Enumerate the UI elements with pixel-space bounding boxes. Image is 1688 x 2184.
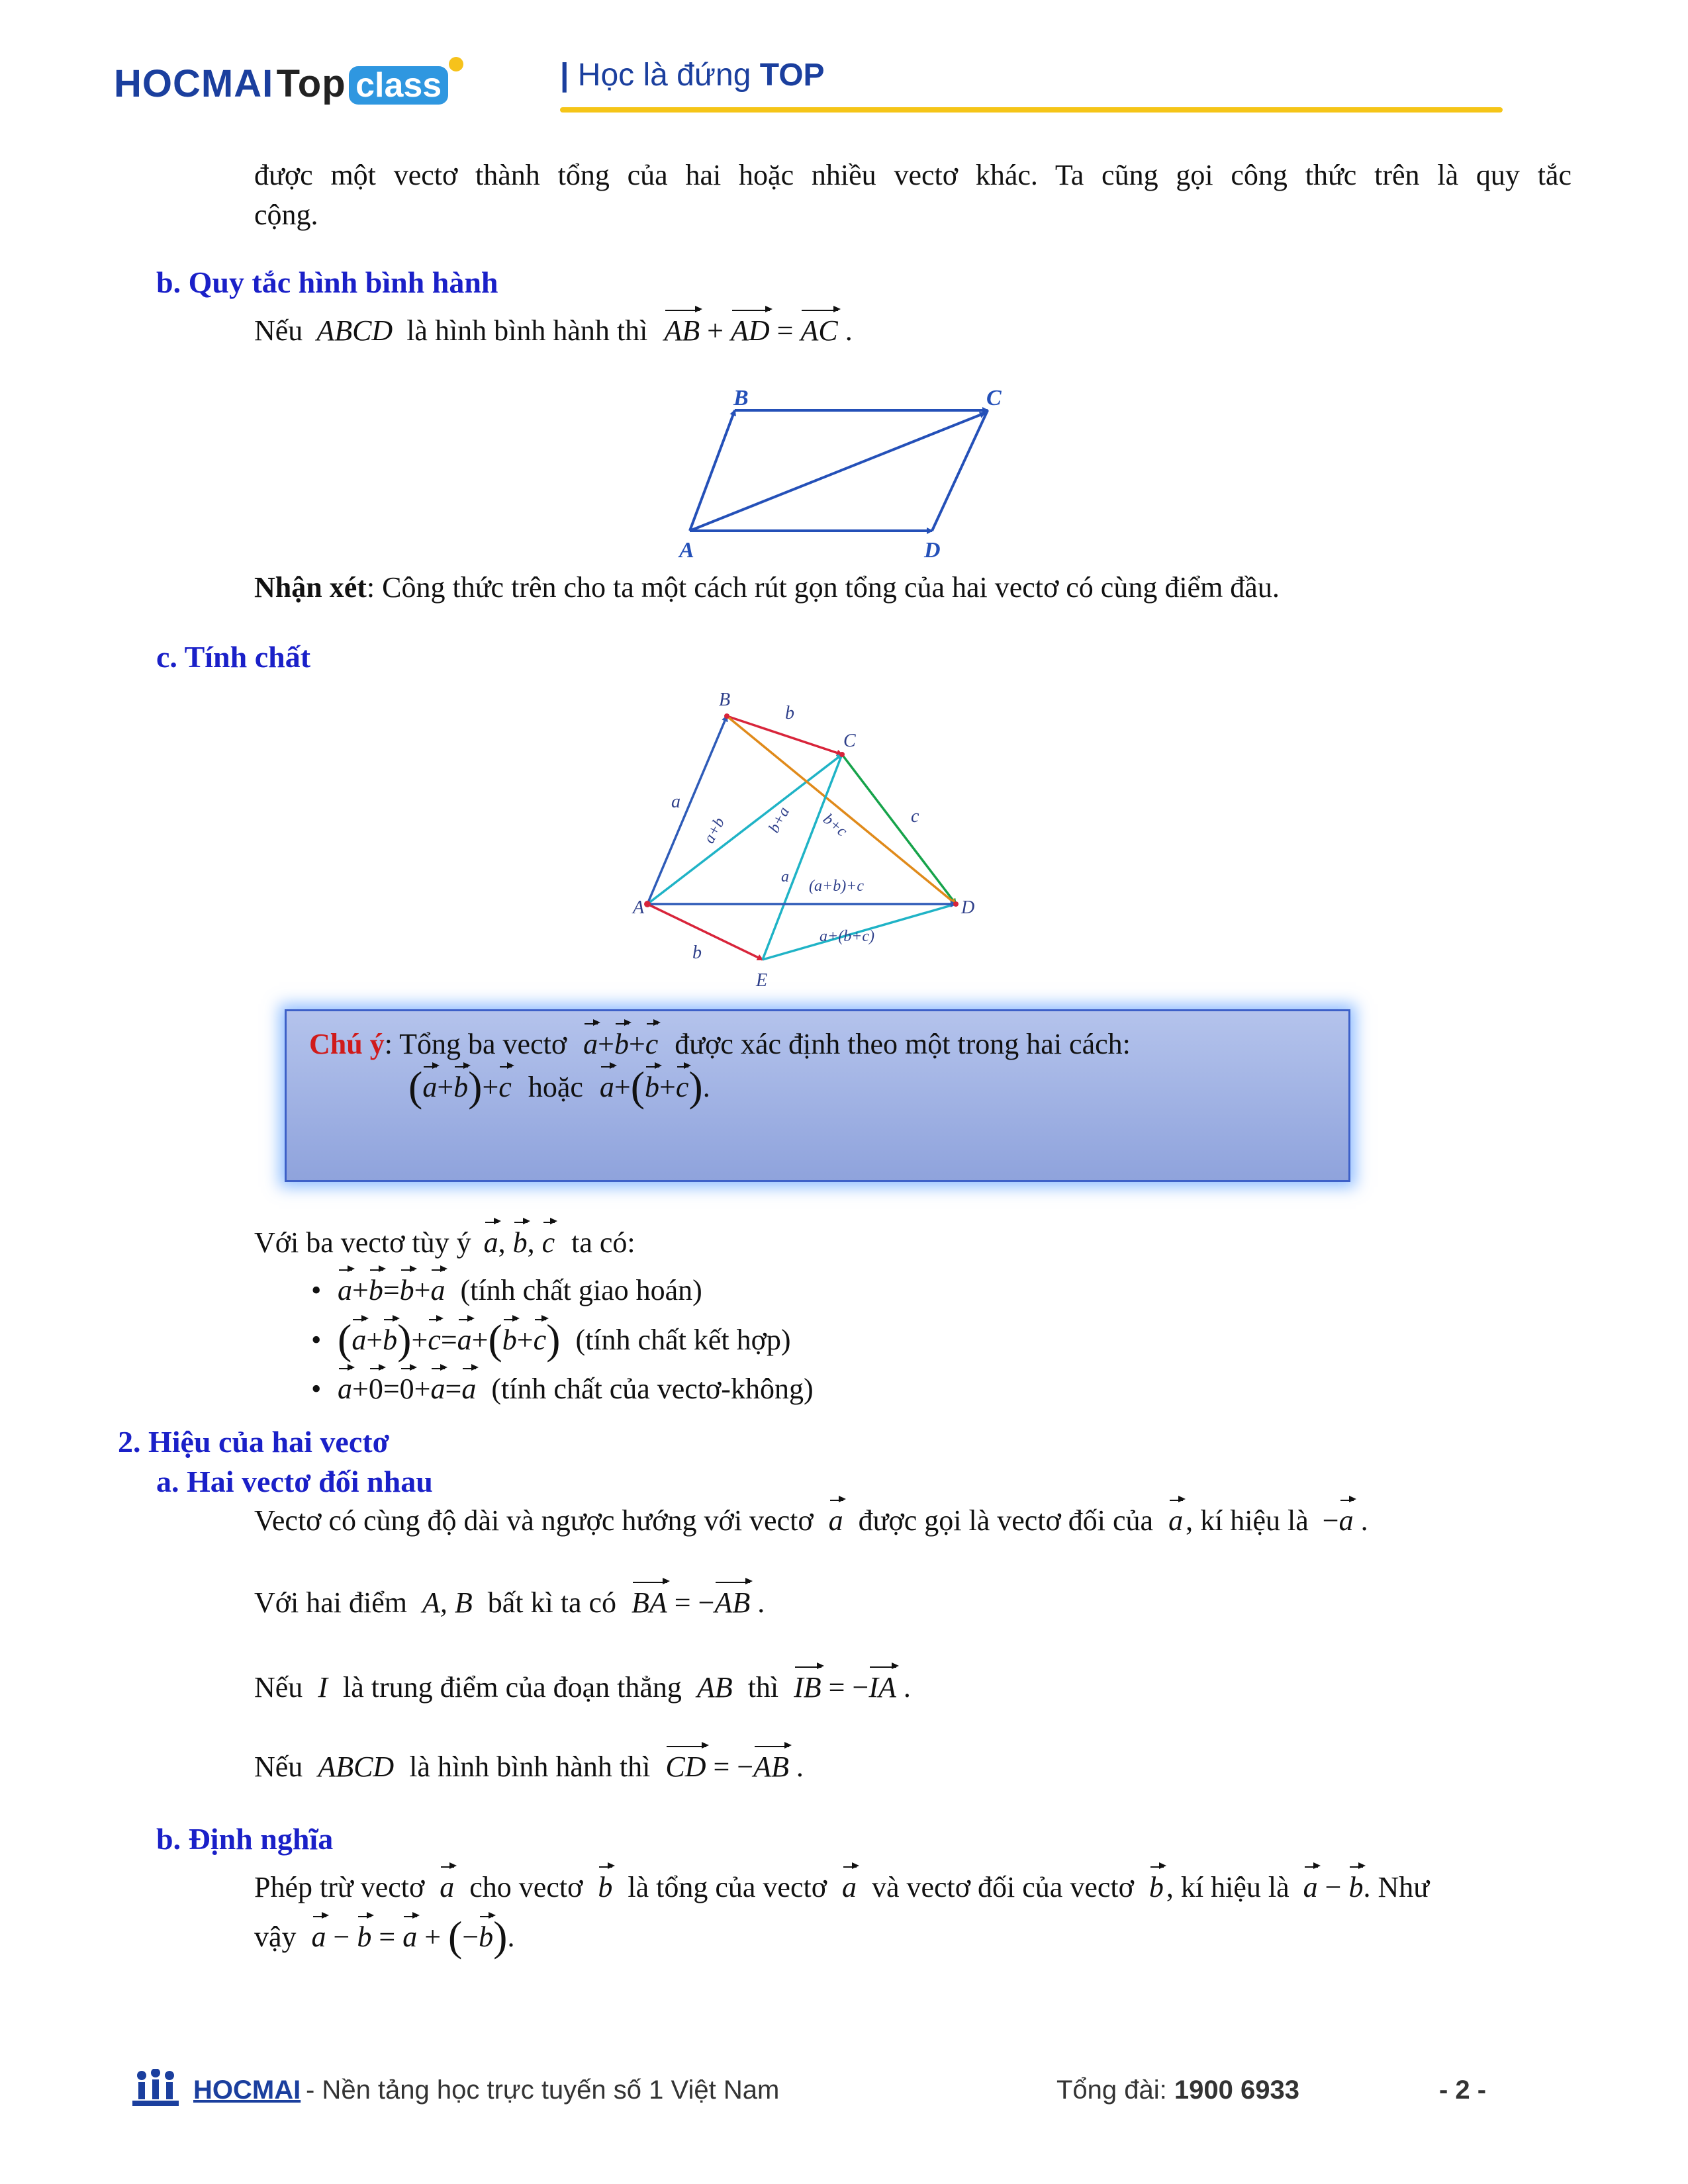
label-a: A	[633, 897, 645, 918]
label-apb-plus-c: (a+b)+c	[809, 878, 865, 895]
vector-a-ab	[647, 716, 727, 904]
label-b: B	[719, 690, 731, 710]
property-label: (tính chất giao hoán)	[460, 1274, 702, 1306]
text: là trung điểm của đoạn thẳng	[342, 1671, 682, 1704]
property-commutative: • a+b=b+a (tính chất giao hoán)	[311, 1271, 814, 1310]
associativity-figure	[620, 682, 997, 993]
label-vec-a: a	[671, 792, 680, 812]
text: Nếu	[254, 1751, 303, 1783]
point-c	[839, 752, 845, 757]
points: A, B	[422, 1586, 473, 1619]
remark-text: : Công thức trên cho ta một cách rút gọn tổng của hai vectơ có cùng điểm đầu.	[366, 571, 1280, 604]
hotline-number: 1900 6933	[1174, 2075, 1299, 2105]
point-i: I	[318, 1671, 328, 1704]
note-line-2	[408, 1063, 710, 1110]
text: là hình bình hành thì	[406, 314, 648, 347]
logo-class: class	[349, 66, 448, 105]
text: cho vectơ	[469, 1871, 583, 1903]
slogan-bar: |	[560, 58, 569, 93]
vector-ab: AB	[664, 311, 700, 351]
text: được gọi là vectơ đối của	[858, 1504, 1154, 1537]
definition-line-2: vậy a − b = a + (−b).	[254, 1913, 515, 1960]
text: Nếu	[254, 1671, 303, 1704]
vector-b-ae	[647, 904, 763, 960]
vec-c: c	[542, 1223, 555, 1263]
point-b	[724, 713, 729, 719]
op: +	[707, 314, 724, 347]
op: .	[845, 314, 853, 347]
heading-parallelogram-rule: b. Quy tắc hình bình hành	[156, 265, 498, 299]
text: bất kì ta có	[487, 1586, 617, 1619]
label-a: A	[679, 538, 694, 563]
properties-intro: Với ba vectơ tùy ý a, b, c ta có:	[254, 1223, 635, 1263]
label-vec-b-top: b	[785, 703, 794, 723]
text: và vectơ đối của vectơ	[871, 1871, 1134, 1903]
hocmai-logo-icon	[132, 2069, 179, 2115]
opposite-points: Với hai điểm A, B bất kì ta có BA = −AB .	[254, 1583, 765, 1623]
sun-icon	[449, 57, 463, 71]
vec-a: a	[484, 1223, 498, 1263]
label-d: D	[961, 897, 975, 918]
label-b-plus-a: b+a	[765, 804, 794, 836]
segment-dc	[932, 410, 988, 531]
hotline-label: Tổng đài:	[1056, 2075, 1174, 2105]
vector-ab-line	[690, 410, 735, 531]
heading-opposite-vectors: a. Hai vectơ đối nhau	[156, 1465, 433, 1498]
label-vec-c: c	[911, 806, 919, 827]
op: =	[776, 314, 794, 347]
text: Vectơ có cùng độ dài và ngược hướng với vectơ	[254, 1504, 814, 1537]
slogan-text: Học là đứng	[577, 58, 751, 93]
note-text: : Tổng ba vectơ	[384, 1028, 567, 1060]
heading-properties: c. Tính chất	[156, 640, 311, 674]
text: thì	[747, 1671, 779, 1704]
note-text: được xác định theo một trong hai cách:	[675, 1028, 1131, 1060]
remark	[254, 568, 1280, 608]
note-box	[285, 1009, 1350, 1182]
text: Nếu	[254, 314, 303, 347]
slogan-emph: TOP	[759, 58, 825, 93]
point-a	[644, 901, 651, 907]
note-line-1	[309, 1024, 1131, 1064]
opposite-midpoint: Nếu I là trung điểm của đoạn thẳng AB thì IB = −IA .	[254, 1668, 911, 1707]
opposite-parallelogram: Nếu ABCD là hình bình hành thì CD = −AB .	[254, 1747, 804, 1787]
abcd: ABCD	[318, 1751, 395, 1783]
label-c: C	[986, 386, 1002, 410]
text: là hình bình hành thì	[409, 1751, 651, 1783]
vector-b-bc	[727, 716, 842, 754]
note-or: hoặc	[528, 1071, 583, 1103]
label-a-plus-bpc: a+(b+c)	[820, 928, 875, 945]
remark-label: Nhận xét	[254, 571, 367, 604]
text: là tổng của vectơ	[628, 1871, 827, 1903]
vector-ac: AC	[800, 311, 837, 351]
vec-b: b	[513, 1223, 528, 1263]
note-sum: a+b+c	[583, 1028, 658, 1060]
vector-b-plus-c	[727, 716, 956, 904]
heading-difference: 2. Hiệu của hai vectơ	[118, 1425, 390, 1459]
slogan	[560, 57, 825, 93]
segment-ab: AB	[696, 1671, 733, 1704]
text: Phép trừ vectơ	[254, 1871, 425, 1903]
footer-hotline	[1056, 2075, 1299, 2105]
note-label: Chú ý	[309, 1028, 385, 1060]
label-e: E	[756, 970, 768, 991]
text: ta có:	[571, 1226, 635, 1259]
text: Với ba vectơ tùy ý	[254, 1226, 471, 1259]
properties-list	[311, 1271, 814, 1418]
label-c: C	[843, 731, 856, 751]
definition-line-1: Phép trừ vectơ a cho vectơ b là tổng của vectơ a và vectơ đối của vectơ b, kí hiệu là a − b. Như	[254, 1868, 1571, 1907]
property-associative: • (a+b)+c=a+(b+c) (tính chất kết hợp)	[311, 1316, 791, 1363]
label-a-inner: a	[781, 868, 789, 886]
note-form-1: (a+b)+c	[408, 1063, 512, 1110]
vector-ad: AD	[731, 311, 770, 351]
text: . Như	[1363, 1871, 1430, 1903]
text: , kí hiệu là	[1166, 1871, 1289, 1903]
parallelogram-formula-line	[254, 311, 853, 351]
point-d	[953, 901, 959, 907]
intro-line-1: được một vectơ thành tổng của hai hoặc nhiều vectơ khác. Ta cũng gọi công thức trên là quy tắc	[254, 159, 1571, 191]
subtraction-definition	[254, 1868, 1571, 1960]
intro-paragraph	[254, 156, 1571, 235]
intro-line-2: cộng.	[254, 199, 318, 231]
logo-hocmai: HOCMAI	[114, 62, 274, 105]
abcd: ABCD	[316, 314, 393, 347]
text: Với hai điểm	[254, 1586, 407, 1619]
text: vậy	[254, 1921, 297, 1953]
property-zero: • a+0=0+a=a (tính chất của vectơ-không)	[311, 1369, 814, 1409]
note-form-2: a+(b+c).	[599, 1063, 710, 1110]
parallelogram-figure	[675, 384, 1019, 563]
footer-tagline: - Nền tảng học trực tuyến số 1 Việt Nam	[306, 2075, 780, 2105]
footer-brand[interactable]: HOCMAI	[193, 2075, 301, 2105]
label-a-plus-b: a+b	[700, 815, 729, 846]
heading-definition: b. Định nghĩa	[156, 1822, 334, 1856]
label-b-plus-c: b+c	[820, 810, 851, 841]
text: , kí hiệu là	[1186, 1504, 1309, 1537]
header-rule	[560, 107, 1503, 113]
logo	[114, 57, 463, 110]
label-vec-b-bottom: b	[692, 942, 702, 963]
property-label: (tính chất kết hợp)	[575, 1324, 791, 1356]
label-b: B	[733, 386, 749, 410]
property-label: (tính chất của vectơ-không)	[491, 1373, 814, 1405]
footer	[132, 2071, 1509, 2118]
logo-top: Top	[276, 62, 346, 105]
label-d: D	[924, 538, 941, 563]
opposite-definition: Vectơ có cùng độ dài và ngược hướng với vectơ a được gọi là vectơ đối của a, kí hiệu là −a .	[254, 1501, 1368, 1541]
page-number: - 2 -	[1439, 2075, 1487, 2105]
